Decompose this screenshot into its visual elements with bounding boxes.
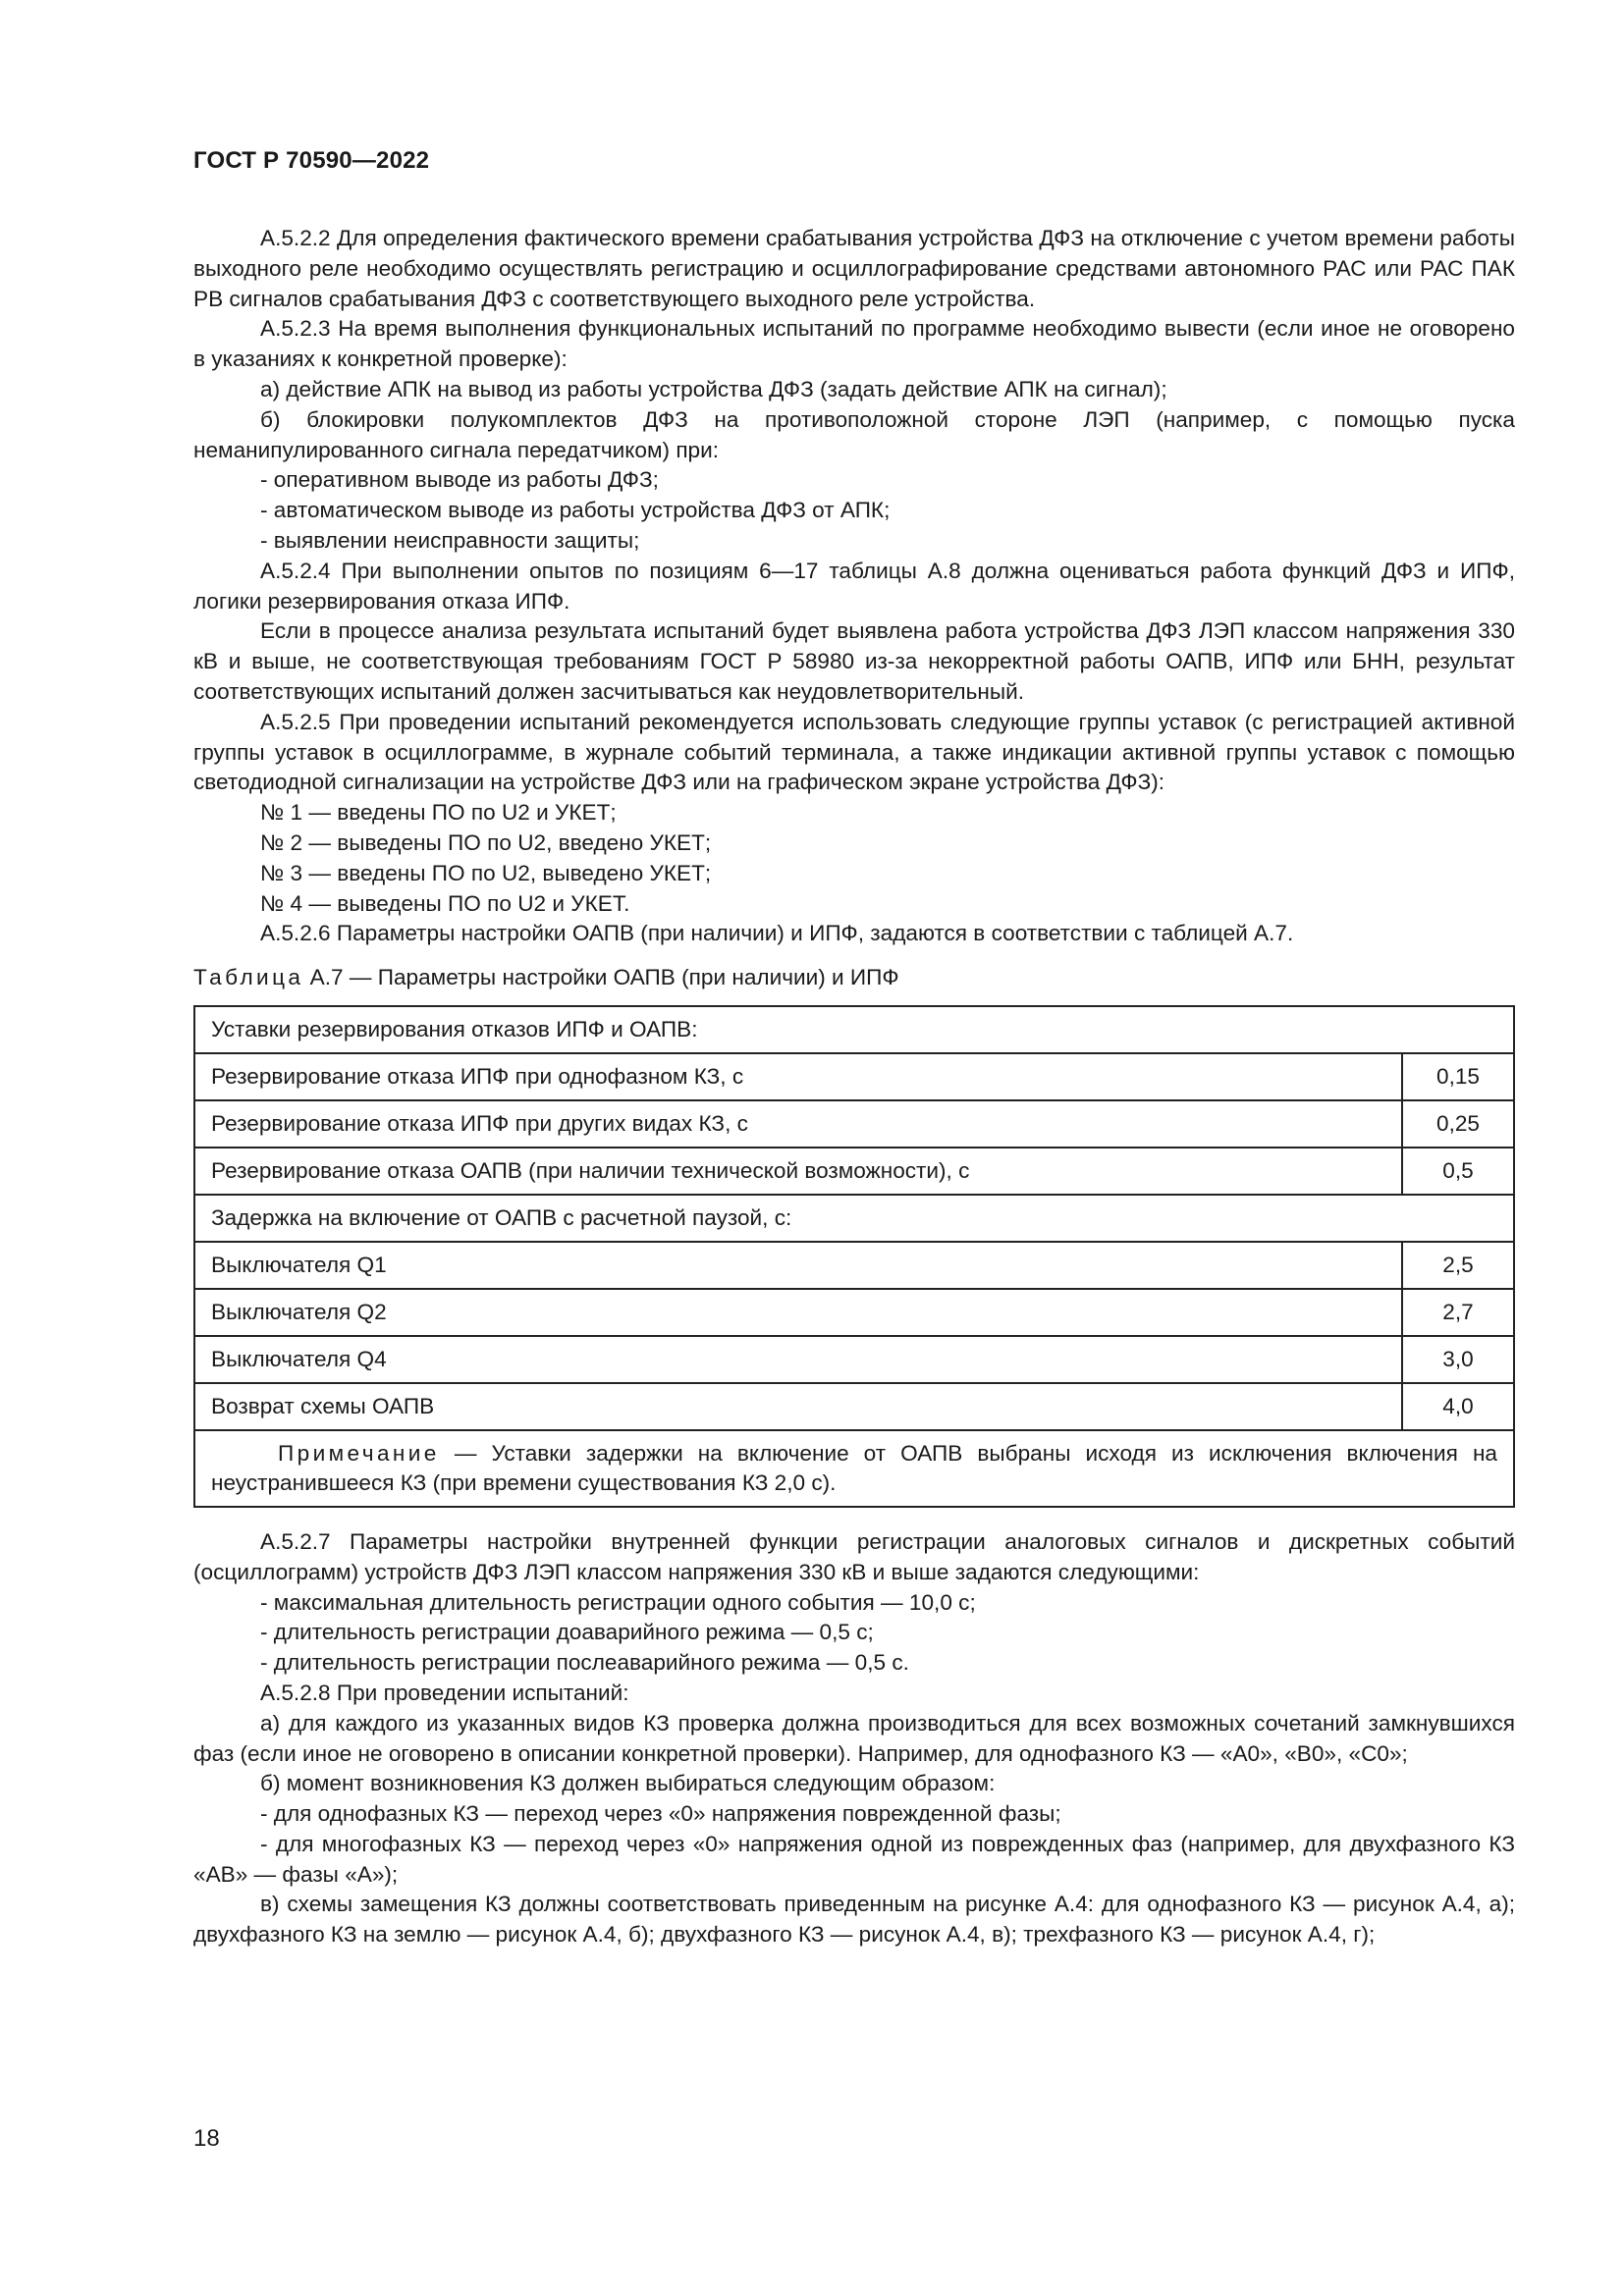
table-row bbox=[194, 1195, 1514, 1242]
table-cell-value: 4,0 bbox=[1402, 1383, 1514, 1430]
list-item: - длительность регистрации послеаварийного режима — 0,5 с. bbox=[260, 1650, 909, 1676]
list-item: в) схемы замещения КЗ должны соответствовать приведенным на рисунке А.4: для однофазного КЗ — рисунок А.4, а); двухфазного КЗ на землю — рисунок А.4, б); двухфазного КЗ — рисунок А.4, в); трехфазного КЗ — рисунок А.4, г); bbox=[193, 1892, 1515, 1948]
paragraph: А.5.2.5 При проведении испытаний рекомендуется использовать следующие группы уставок (с регистрацией активной группы уставок в осциллограмме, в журнале событий терминала, а также индикации активной группы уставок с помощью светодиодной сигнализации на устройстве ДФЗ или на графическом экране устройства ДФЗ): bbox=[193, 709, 1515, 795]
list-item: - выявлении неисправности защиты; bbox=[260, 527, 640, 553]
table-row bbox=[194, 1100, 1514, 1148]
settings-table bbox=[193, 1005, 1515, 1508]
paragraph: А.5.2.3 На время выполнения функциональных испытаний по программе необходимо вывести (если иное не оговорено в указаниях к конкретной проверке): bbox=[193, 316, 1515, 372]
list-item: - оперативном выводе из работы ДФЗ; bbox=[260, 467, 659, 493]
table-cell-value: 0,5 bbox=[1402, 1148, 1514, 1195]
list-item: № 3 — введены ПО по U2, выведено УКЕТ; bbox=[260, 860, 712, 885]
list-item: - для однофазных КЗ — переход через «0» напряжения поврежденной фазы; bbox=[260, 1801, 1061, 1827]
table-section-header: Уставки резервирования отказов ИПФ и ОАПВ: bbox=[194, 1006, 1514, 1053]
table-row bbox=[194, 1430, 1514, 1507]
table-cell-label: Резервирование отказа ОАПВ (при наличии технической возможности), с bbox=[194, 1148, 1402, 1195]
table-cell-label: Резервирование отказа ИПФ при других видах КЗ, с bbox=[194, 1100, 1402, 1148]
table-row bbox=[194, 1383, 1514, 1430]
table-cell-value: 0,25 bbox=[1402, 1100, 1514, 1148]
table-cell-label: Резервирование отказа ИПФ при однофазном КЗ, с bbox=[194, 1053, 1402, 1100]
table-cell-value: 2,5 bbox=[1402, 1242, 1514, 1289]
table-note-text: — Уставки задержки на включение от ОАПВ выбраны исходя из исключения включения на неустранившееся КЗ (при времени существования КЗ 2,0 с). bbox=[211, 1440, 1497, 1495]
paragraph: А.5.2.2 Для определения фактического времени срабатывания устройства ДФЗ на отключение с учетом времени работы выходного реле необходимо осуществлять регистрацию и осциллографирование средствами автономного РАС или РАС ПАК РВ сигналов срабатывания ДФЗ с соответствующего выходного реле устройства. bbox=[193, 226, 1515, 311]
list-item: - автоматическом выводе из работы устройства ДФЗ от АПК; bbox=[260, 498, 891, 523]
table-row bbox=[194, 1289, 1514, 1336]
table-section-header: Задержка на включение от ОАПВ с расчетной паузой, с: bbox=[194, 1195, 1514, 1242]
table-cell-value: 2,7 bbox=[1402, 1289, 1514, 1336]
table-note-label: Примечание bbox=[278, 1440, 440, 1466]
paragraph: А.5.2.7 Параметры настройки внутренней функции регистрации аналоговых сигналов и дискретных событий (осциллограмм) устройств ДФЗ ЛЭП классом напряжения 330 кВ и выше задаются следующими: bbox=[193, 1528, 1515, 1584]
list-item: а) для каждого из указанных видов КЗ проверка должна производиться для всех возможных сочетаний замкнувшихся фаз (если иное не оговорено в описании конкретной проверки). Например, для однофазного КЗ — «А0», «В0», «С0»; bbox=[193, 1710, 1515, 1766]
table-caption-text: А.7 — Параметры настройки ОАПВ (при наличии) и ИПФ bbox=[303, 965, 899, 990]
table-row bbox=[194, 1053, 1514, 1100]
table-cell-label: Выключателя Q4 bbox=[194, 1336, 1402, 1383]
list-item: б) блокировки полукомплектов ДФЗ на противоположной стороне ЛЭП (например, с помощью пуска неманипулированного сигнала передатчиком) при: bbox=[193, 406, 1515, 462]
table-note bbox=[194, 1430, 1514, 1507]
table-cell-value: 0,15 bbox=[1402, 1053, 1514, 1100]
paragraph: Если в процессе анализа результата испытаний будет выявлена работа устройства ДФЗ ЛЭП классом напряжения 330 кВ и выше, не соответствующая требованиям ГОСТ Р 58980 из-за некорректной работы ОАПВ, ИПФ или БНН, результат соответствующих испытаний должен засчитываться как неудовлетворительный. bbox=[193, 618, 1515, 704]
list-item: б) момент возникновения КЗ должен выбираться следующим образом: bbox=[260, 1771, 996, 1796]
table-row bbox=[194, 1148, 1514, 1195]
document-body bbox=[193, 224, 1515, 1950]
document-header: ГОСТ Р 70590—2022 bbox=[193, 147, 430, 174]
list-item: № 4 — выведены ПО по U2 и УКЕТ. bbox=[260, 890, 630, 916]
paragraph: А.5.2.6 Параметры настройки ОАПВ (при наличии) и ИПФ, задаются в соответствии с таблицей А.7. bbox=[260, 921, 1294, 946]
page-number: 18 bbox=[193, 2125, 220, 2152]
list-item: - длительность регистрации доаварийного режима — 0,5 с; bbox=[260, 1620, 874, 1645]
table-cell-label: Выключателя Q2 bbox=[194, 1289, 1402, 1336]
table-cell-label: Возврат схемы ОАПВ bbox=[194, 1383, 1402, 1430]
table-cell-value: 3,0 bbox=[1402, 1336, 1514, 1383]
table-caption-label: Таблица bbox=[193, 965, 304, 990]
list-item: № 2 — выведены ПО по U2, введено УКЕТ; bbox=[260, 829, 712, 855]
table-cell-label: Выключателя Q1 bbox=[194, 1242, 1402, 1289]
table-row bbox=[194, 1006, 1514, 1053]
paragraph: А.5.2.8 При проведении испытаний: bbox=[260, 1680, 629, 1705]
table-row bbox=[194, 1242, 1514, 1289]
list-item: - для многофазных КЗ — переход через «0» напряжения одной из поврежденных фаз (например, для двухфазного КЗ «АВ» — фазы «А»); bbox=[193, 1831, 1515, 1887]
list-item: а) действие АПК на вывод из работы устройства ДФЗ (задать действие АПК на сигнал); bbox=[260, 376, 1167, 401]
table-row bbox=[194, 1336, 1514, 1383]
list-item: - максимальная длительность регистрации одного события — 10,0 с; bbox=[260, 1589, 976, 1615]
table-caption bbox=[193, 963, 1515, 993]
list-item: № 1 — введены ПО по U2 и УКЕТ; bbox=[260, 800, 617, 826]
paragraph: А.5.2.4 При выполнении опытов по позициям 6—17 таблицы А.8 должна оцениваться работа функций ДФЗ и ИПФ, логики резервирования отказа ИПФ. bbox=[193, 558, 1515, 614]
